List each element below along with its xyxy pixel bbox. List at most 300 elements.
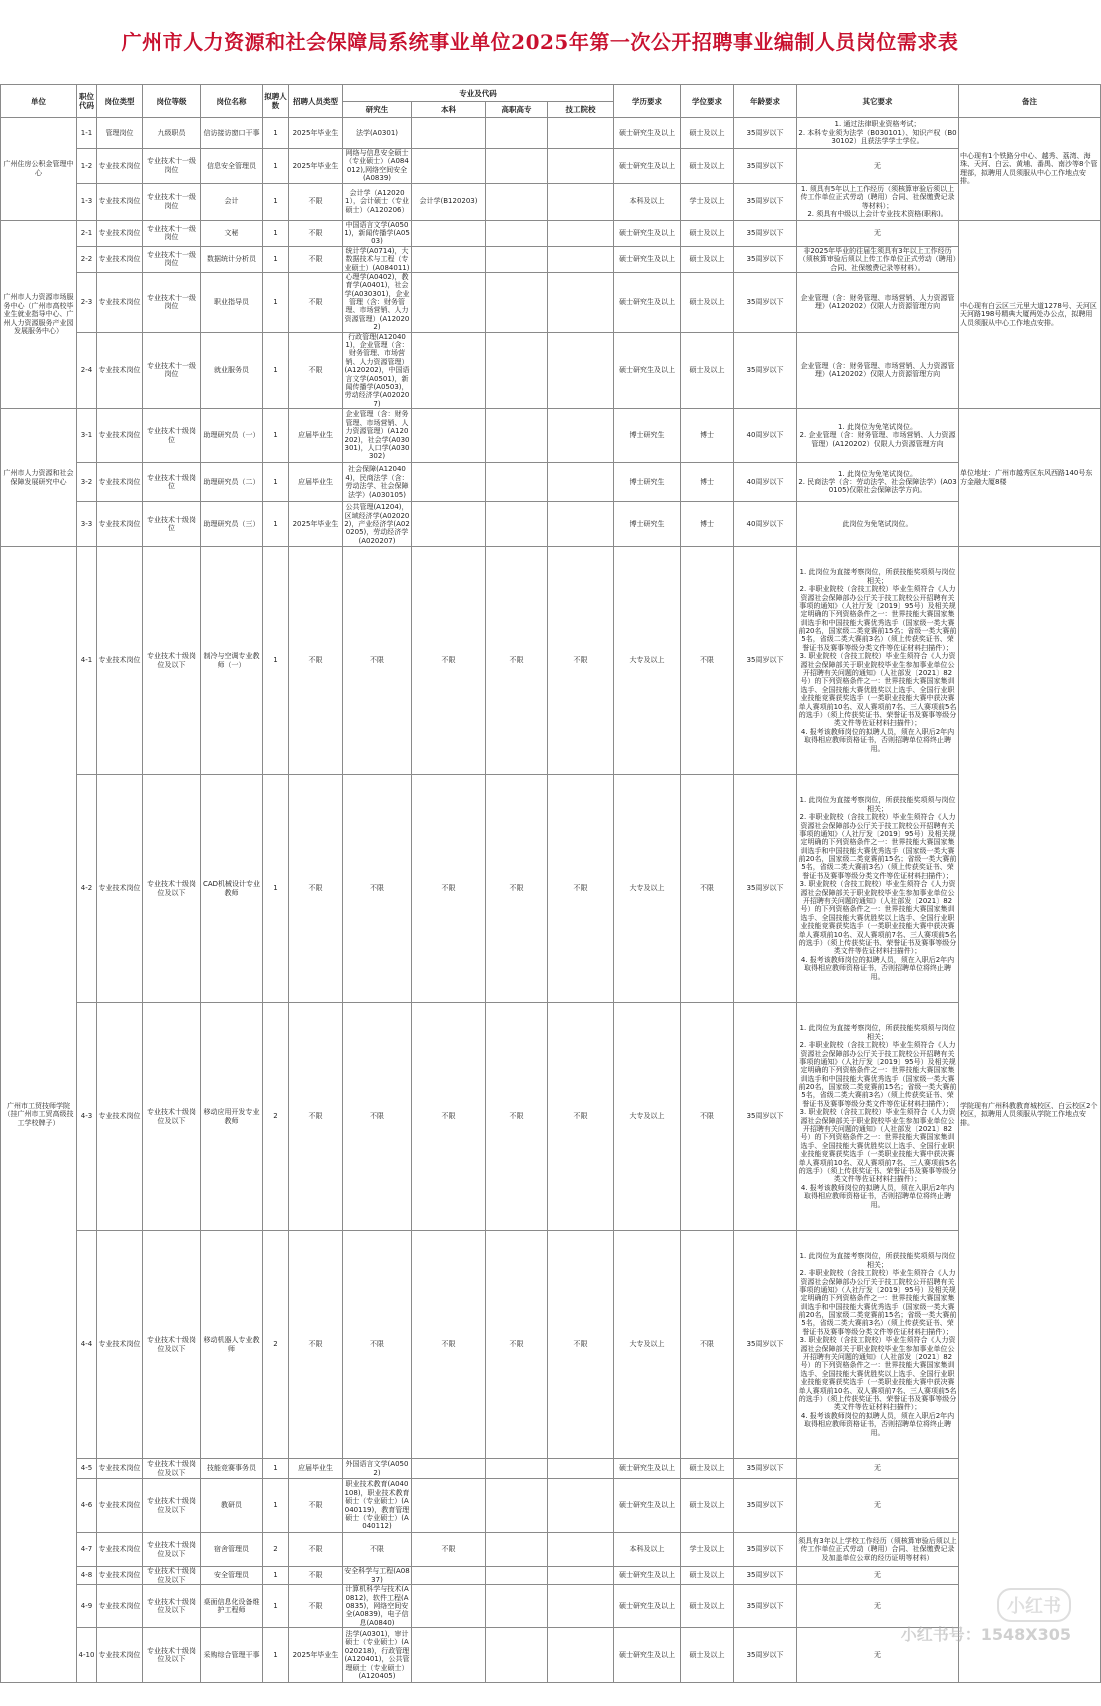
cell-target: 应届毕业生: [289, 409, 343, 463]
cell-code: 2-2: [77, 246, 97, 272]
cell-name: 就业服务员: [201, 332, 263, 409]
cell-name: 助理研究员（三）: [201, 502, 263, 547]
watermark-logo: 小红书: [997, 1588, 1071, 1622]
cell-count: 2: [263, 1003, 289, 1231]
cell-vocational: [486, 220, 548, 246]
cell-unit: 广州市人力资源和社会保障发展研究中心: [1, 409, 77, 547]
cell-grad: 不限: [343, 1003, 412, 1231]
cell-type: 专业技术岗位: [97, 1533, 143, 1567]
cell-edu: 硕士研究生及以上: [614, 149, 681, 184]
cell-type: 专业技术岗位: [97, 1567, 143, 1585]
cell-target: 不限: [289, 332, 343, 409]
cell-name: 教研员: [201, 1479, 263, 1533]
cell-other: 1. 此岗位为直接考察岗位，所获技能奖项须与岗位相关； 2. 非职业院校（含技工院校）毕业生须符合《人力资源社会保障部办公厅关于技工院校公开招聘有关事项的通知》（人社厅发〔2019〕95号）及相关规定明确的下列资格条件之一：世界技能大赛国家集训选手和中国技能大赛优秀选手（国家级一类大赛前20名，国家级二类竞赛前15名；省级一类大赛前5名，省级二类大赛前3名）（须上传获奖证书、荣誉证书及赛事等级分类文件等佐证材料扫描件）； 3. 职业院校（含技工院校）毕业生须符合《人力资源社会保障部关于职业院校毕业生参加事业单位公开招聘有关问题的通知》（人社部发〔2021〕82号）的下列资格条件之一：世界技能大赛国家集训选手、全国技能大赛优胜奖以上选手、全国行业职业技能竞赛获奖选手（一类职业技能大赛中获决赛单人赛项前10名、双人赛项前7名、三人赛项前5名的选手）（须上传获奖证书、荣誉证书及赛事等级分类文件等佐证材料扫描件）； 4. 报考该教师岗位的拟聘人员，须在入职后2年内取得相应教师资格证书，否则招聘单位将终止聘用。: [797, 1231, 959, 1459]
cell-target: 不限: [289, 1585, 343, 1628]
table-row: [1, 1231, 1101, 1459]
cell-edu: 大专及以上: [614, 775, 681, 1003]
cell-other: 1. 此岗位为直接考察岗位，所获技能奖项须与岗位相关； 2. 非职业院校（含技工院校）毕业生须符合《人力资源社会保障部办公厅关于技工院校公开招聘有关事项的通知》（人社厅发〔2019〕95号）及相关规定明确的下列资格条件之一：世界技能大赛国家集训选手和中国技能大赛优秀选手（国家级一类大赛前20名，国家级二类竞赛前15名；省级一类大赛前5名，省级二类大赛前3名）（须上传获奖证书、荣誉证书及赛事等级分类文件等佐证材料扫描件）； 3. 职业院校（含技工院校）毕业生须符合《人力资源社会保障部关于职业院校毕业生参加事业单位公开招聘有关问题的通知》（人社部发〔2021〕82号）的下列资格条件之一：世界技能大赛国家集训选手、全国技能大赛优胜奖以上选手、全国行业职业技能竞赛获奖选手（一类职业技能大赛中获决赛单人赛项前10名、双人赛项前7名、三人赛项前5名的选手）（须上传获奖证书、荣誉证书及赛事等级分类文件等佐证材料扫描件）； 4. 报考该教师岗位的拟聘人员，须在入职后2年内取得相应教师资格证书，否则招聘单位将终止聘用。: [797, 1003, 959, 1231]
cell-name: 桌面信息化设备维护工程师: [201, 1585, 263, 1628]
cell-vocational: 不限: [486, 547, 548, 775]
cell-age: 35周岁以下: [734, 1003, 797, 1231]
cell-edu: 硕士研究生及以上: [614, 1479, 681, 1533]
cell-edu: 大专及以上: [614, 547, 681, 775]
cell-level: 专业技术十级岗位及以下: [143, 1585, 201, 1628]
cell-technical: 不限: [548, 1231, 614, 1459]
cell-target: 2025年毕业生: [289, 1628, 343, 1683]
cell-vocational: [486, 118, 548, 149]
cell-level: 专业技术十一级岗位: [143, 183, 201, 220]
cell-edu: 硕士研究生及以上: [614, 118, 681, 149]
cell-level: 专业技术十级岗位及以下: [143, 1459, 201, 1479]
cell-grad: 职业技术教育(A040108)，职业技术教育硕士（专业硕士）(A040119)，教育管理硕士（专业硕士）(A040112): [343, 1479, 412, 1533]
cell-remark: 单位地址：广州市越秀区东风西路140号东方金融大厦8楼: [959, 409, 1101, 547]
cell-bachelor: [412, 272, 486, 332]
header-unit: 单位: [1, 85, 77, 118]
cell-level: 专业技术十级岗位及以下: [143, 775, 201, 1003]
cell-technical: [548, 183, 614, 220]
cell-grad: 公共管理(A1204)，区域经济学(A020202)，产业经济学(A020205)，劳动经济学(A020207): [344, 503, 410, 545]
table-row: [1, 1567, 1101, 1585]
table-row: [1, 463, 1101, 502]
cell-age: 40周岁以下: [734, 409, 797, 463]
cell-target: 不限: [289, 183, 343, 220]
cell-degree: 不限: [681, 1231, 734, 1459]
cell-edu: 博士研究生: [614, 409, 681, 463]
cell-vocational: [486, 1459, 548, 1479]
cell-level: 专业技术十一级岗位: [143, 220, 201, 246]
table-row: [1, 502, 1101, 547]
cell-age: 35周岁以下: [734, 1533, 797, 1567]
cell-type: 专业技术岗位: [97, 272, 143, 332]
cell-vocational: [486, 502, 548, 547]
cell-bachelor: 不限: [412, 1231, 486, 1459]
table-row: [1, 183, 1101, 220]
cell-target: 2025年毕业生: [289, 502, 343, 547]
cell-grad: 外国语言文学(A0502): [343, 1459, 412, 1479]
cell-technical: [548, 409, 614, 463]
cell-remark: 学院现有广州科教教育城校区、白云校区2个校区，拟聘用人员须服从学院工作地点安排。: [959, 547, 1101, 1683]
cell-grad: 不限: [343, 547, 412, 775]
cell-vocational: [486, 246, 548, 272]
cell-name: 职业指导员: [201, 272, 263, 332]
cell-age: 35周岁以下: [734, 332, 797, 409]
cell-name: 安全管理员: [201, 1567, 263, 1585]
cell-other: 无: [797, 149, 959, 184]
cell-technical: [548, 1585, 614, 1628]
cell-code: 4-7: [77, 1533, 97, 1567]
header-target: 招聘人员类型: [289, 85, 343, 118]
cell-grad: 安全科学与工程(A0837): [344, 1567, 410, 1584]
cell-other: 1. 须具有5年以上工作经历（须核算审验后须以上传工作单位正式劳动（聘用）合同、社保缴费记录等材料）； 2. 须具有中级以上会计专业技术资格(职称)。: [797, 183, 959, 220]
cell-count: 1: [263, 1567, 289, 1585]
cell-edu: 硕士研究生及以上: [614, 1585, 681, 1628]
cell-target: 2025年毕业生: [289, 118, 343, 149]
cell-degree: 学士及以上: [681, 183, 734, 220]
cell-bachelor: [412, 220, 486, 246]
cell-code: 4-10: [77, 1628, 97, 1683]
cell-code: 4-9: [77, 1585, 97, 1628]
cell-technical: [548, 1628, 614, 1683]
cell-age: 35周岁以下: [734, 1628, 797, 1683]
cell-age: 35周岁以下: [734, 1479, 797, 1533]
cell-grad: 不限: [343, 775, 412, 1003]
cell-other: 企业管理（含：财务管理、市场营销、人力资源管理）(A120202）仅限人力资源管理方向: [797, 272, 959, 332]
cell-type: 专业技术岗位: [97, 1003, 143, 1231]
cell-other: 无: [797, 1567, 959, 1585]
table-row: [1, 1628, 1101, 1683]
cell-count: 1: [263, 220, 289, 246]
cell-degree: 硕士及以上: [681, 332, 734, 409]
table-row: [1, 547, 1101, 775]
table-body: [1, 118, 1101, 1683]
cell-count: 1: [263, 463, 289, 502]
cell-edu: 博士研究生: [614, 502, 681, 547]
cell-code: 1-3: [77, 183, 97, 220]
cell-technical: [548, 272, 614, 332]
table-row: [1, 1003, 1101, 1231]
cell-vocational: [486, 1585, 548, 1628]
table-row: [1, 332, 1101, 409]
cell-edu: 硕士研究生及以上: [614, 1567, 681, 1585]
cell-vocational: [486, 409, 548, 463]
cell-bachelor: [412, 149, 486, 184]
cell-name: 助理研究员（二）: [201, 463, 263, 502]
cell-type: 专业技术岗位: [97, 1585, 143, 1628]
cell-age: 35周岁以下: [734, 1585, 797, 1628]
cell-type: 专业技术岗位: [97, 463, 143, 502]
cell-vocational: [486, 1628, 548, 1683]
cell-count: 2: [263, 1231, 289, 1459]
cell-level: 专业技术十级岗位及以下: [143, 1003, 201, 1231]
cell-count: 1: [263, 1628, 289, 1683]
cell-bachelor: 会计学(B120203): [412, 183, 486, 220]
cell-level: 专业技术十一级岗位: [143, 272, 201, 332]
cell-vocational: [486, 1533, 548, 1567]
cell-degree: 硕士及以上: [681, 118, 734, 149]
cell-grad: 法学(A0301): [343, 118, 412, 149]
cell-other: 此岗位为免笔试岗位。: [797, 502, 959, 547]
cell-type: 专业技术岗位: [97, 1479, 143, 1533]
cell-other: 无: [797, 1479, 959, 1533]
header-major: 专业及代码: [343, 85, 614, 102]
cell-vocational: [486, 149, 548, 184]
cell-vocational: [486, 1567, 548, 1585]
cell-name: 移动机器人专业教师: [201, 1231, 263, 1459]
table-row: [1, 1533, 1101, 1567]
cell-name: 移动应用开发专业教师: [201, 1003, 263, 1231]
cell-name: 宿舍管理员: [201, 1533, 263, 1567]
table-row: [1, 272, 1101, 332]
cell-technical: [548, 118, 614, 149]
cell-level: 专业技术十级岗位及以下: [143, 547, 201, 775]
cell-type: 专业技术岗位: [97, 149, 143, 184]
cell-count: 1: [263, 1459, 289, 1479]
cell-degree: 不限: [681, 775, 734, 1003]
cell-bachelor: [412, 332, 486, 409]
cell-bachelor: [412, 246, 486, 272]
cell-edu: 本科及以上: [614, 1533, 681, 1567]
cell-age: 35周岁以下: [734, 149, 797, 184]
cell-bachelor: [412, 1459, 486, 1479]
table-row: [1, 149, 1101, 184]
header-grad: 研究生: [343, 102, 412, 118]
cell-other: 无: [797, 1628, 959, 1683]
cell-degree: 硕士及以上: [681, 1567, 734, 1585]
cell-vocational: 不限: [486, 1003, 548, 1231]
cell-target: 不限: [289, 1533, 343, 1567]
cell-age: 35周岁以下: [734, 1459, 797, 1479]
cell-age: 35周岁以下: [734, 547, 797, 775]
table-row: [1, 775, 1101, 1003]
cell-technical: 不限: [548, 547, 614, 775]
cell-vocational: 不限: [486, 1231, 548, 1459]
cell-count: 1: [263, 246, 289, 272]
cell-type: 专业技术岗位: [97, 775, 143, 1003]
cell-type: 专业技术岗位: [97, 220, 143, 246]
cell-target: 2025年毕业生: [289, 149, 343, 184]
cell-vocational: [486, 332, 548, 409]
cell-code: 3-3: [77, 502, 97, 547]
cell-count: 1: [263, 775, 289, 1003]
cell-target: 不限: [289, 1479, 343, 1533]
cell-target: 不限: [289, 272, 343, 332]
cell-edu: 硕士研究生及以上: [614, 1459, 681, 1479]
cell-bachelor: 不限: [412, 547, 486, 775]
cell-unit: 广州市工贸技师学院（挂广州市工贸高级技工学校牌子）: [1, 547, 77, 1683]
header-age: 年龄要求: [734, 85, 797, 118]
cell-age: 35周岁以下: [734, 183, 797, 220]
cell-technical: 不限: [548, 1003, 614, 1231]
cell-code: 1-2: [77, 149, 97, 184]
cell-vocational: [486, 272, 548, 332]
cell-code: 4-8: [77, 1567, 97, 1585]
cell-other: 1. 此岗位为免笔试岗位。 2. 民商法学（含：劳动法学、社会保障法学）(A030105)仅限社会保障法学方向。: [797, 463, 959, 502]
cell-other: 非2025年毕业的往届生须具有3年以上工作经历（须核算审验后须以上传工作单位正式劳动（聘用）合同、社保缴费记录等材料）。: [797, 246, 959, 272]
cell-name: CAD机械设计专业教师: [201, 775, 263, 1003]
cell-technical: [548, 149, 614, 184]
cell-code: 1-1: [77, 118, 97, 149]
cell-technical: [548, 1533, 614, 1567]
cell-code: 4-6: [77, 1479, 97, 1533]
cell-count: 1: [263, 1479, 289, 1533]
cell-edu: 硕士研究生及以上: [614, 220, 681, 246]
cell-bachelor: [412, 118, 486, 149]
cell-degree: 博士: [681, 463, 734, 502]
cell-vocational: [486, 1479, 548, 1533]
cell-degree: 硕士及以上: [681, 1585, 734, 1628]
cell-degree: 博士: [681, 502, 734, 547]
cell-vocational: 不限: [486, 775, 548, 1003]
cell-type: 专业技术岗位: [97, 332, 143, 409]
cell-count: 1: [263, 332, 289, 409]
cell-level: 专业技术十一级岗位: [143, 149, 201, 184]
cell-type: 专业技术岗位: [97, 547, 143, 775]
cell-count: 1: [263, 409, 289, 463]
cell-level: 专业技术十级岗位: [143, 502, 201, 547]
cell-unit: 广州市人力资源市场服务中心（广州市高校毕业生就业指导中心、广州人力资源服务产业园发展服务中心）: [1, 220, 77, 409]
cell-degree: 学士及以上: [681, 1533, 734, 1567]
cell-count: 2: [263, 1533, 289, 1567]
cell-degree: 硕士及以上: [681, 220, 734, 246]
cell-name: 数据统计分析员: [201, 246, 263, 272]
cell-other: 须具有3年以上学校工作经历（须核算审验后须以上传工作单位正式劳动（聘用）合同、社保缴费记录及加盖单位公章的经历证明等材料）: [797, 1533, 959, 1567]
cell-remark: 中心现有1个铁路分中心、越秀、荔湾、海珠、天河、白云、黄埔、番禺、南沙等8个管理部，拟聘用人员须服从中心工作地点安排。: [959, 118, 1101, 221]
cell-code: 4-4: [77, 1231, 97, 1459]
header-edu: 学历要求: [614, 85, 681, 118]
cell-degree: 硕士及以上: [681, 246, 734, 272]
cell-name: 技能竞赛事务员: [201, 1459, 263, 1479]
cell-other: 无: [797, 1459, 959, 1479]
table-row: [1, 1459, 1101, 1479]
cell-edu: 大专及以上: [614, 1003, 681, 1231]
cell-grad: 行政管理(A120401)，企业管理（含：财务管理、市场营销、人力资源管理）(A120202)，中国语言文学(A0501)，新闻传播学(A0503)，劳动经济学(A020207): [343, 332, 412, 409]
cell-level: 专业技术十级岗位及以下: [143, 1567, 201, 1585]
cell-degree: 硕士及以上: [681, 149, 734, 184]
cell-technical: [548, 463, 614, 502]
cell-count: 1: [263, 183, 289, 220]
cell-code: 3-2: [77, 463, 97, 502]
cell-age: 35周岁以下: [734, 272, 797, 332]
cell-bachelor: [412, 1585, 486, 1628]
watermark-text: 小红书号：1548X305: [900, 1625, 1071, 1644]
cell-type: 专业技术岗位: [97, 246, 143, 272]
cell-target: 不限: [289, 1567, 343, 1585]
cell-code: 4-5: [77, 1459, 97, 1479]
cell-technical: [548, 1567, 614, 1585]
cell-code: 4-3: [77, 1003, 97, 1231]
cell-target: 不限: [289, 1003, 343, 1231]
header-other: 其它要求: [797, 85, 959, 118]
cell-bachelor: [412, 1567, 486, 1585]
table-row: [1, 409, 1101, 463]
cell-other: 1. 此岗位为免笔试岗位。 2. 企业管理（含：财务管理、市场营销、人力资源管理）(A120202）仅限人力资源管理方向: [797, 409, 959, 463]
header-code: 职位代码: [77, 85, 97, 118]
cell-target: 应届毕业生: [289, 463, 343, 502]
cell-edu: 本科及以上: [614, 183, 681, 220]
cell-bachelor: 不限: [412, 1003, 486, 1231]
cell-degree: 硕士及以上: [681, 1459, 734, 1479]
cell-code: 2-3: [77, 272, 97, 332]
cell-edu: 博士研究生: [614, 463, 681, 502]
header-type: 岗位类型: [97, 85, 143, 118]
cell-age: 40周岁以下: [734, 502, 797, 547]
cell-target: 不限: [289, 246, 343, 272]
cell-unit: 广州住房公积金管理中心: [1, 118, 77, 221]
cell-other: 1. 此岗位为直接考察岗位，所获技能奖项须与岗位相关； 2. 非职业院校（含技工院校）毕业生须符合《人力资源社会保障部办公厅关于技工院校公开招聘有关事项的通知》（人社厅发〔2019〕95号）及相关规定明确的下列资格条件之一：世界技能大赛国家集训选手和中国技能大赛优秀选手（国家级一类大赛前20名，国家级二类竞赛前15名；省级一类大赛前5名，省级二类大赛前3名）（须上传获奖证书、荣誉证书及赛事等级分类文件等佐证材料扫描件）； 3. 职业院校（含技工院校）毕业生须符合《人力资源社会保障部关于职业院校毕业生参加事业单位公开招聘有关问题的通知》（人社部发〔2021〕82号）的下列资格条件之一：世界技能大赛国家集训选手、全国技能大赛优胜奖以上选手、全国行业职业技能竞赛获奖选手（一类职业技能大赛中获决赛单人赛项前10名、双人赛项前7名、三人赛项前5名的选手）（须上传获奖证书、荣誉证书及赛事等级分类文件等佐证材料扫描件）； 4. 报考该教师岗位的拟聘人员，须在入职后2年内取得相应教师资格证书，否则招聘单位将终止聘用。: [797, 547, 959, 775]
header-name: 岗位名称: [201, 85, 263, 118]
cell-edu: 硕士研究生及以上: [614, 1628, 681, 1683]
cell-bachelor: [412, 1479, 486, 1533]
cell-name: 信访接访窗口干事: [201, 118, 263, 149]
cell-vocational: [486, 183, 548, 220]
cell-count: 1: [263, 118, 289, 149]
cell-level: 专业技术十一级岗位: [143, 246, 201, 272]
page-title: 广州市人力资源和社会保障局系统事业单位2025年第一次公开招聘事业编制人员岗位需求表: [121, 30, 959, 54]
cell-type: 专业技术岗位: [97, 1231, 143, 1459]
cell-other: 无: [797, 220, 959, 246]
cell-grad: 网络与信息安全硕士（专业硕士）（A084012),网络空间安全(A0839): [343, 149, 412, 184]
header-count: 拟聘人数: [263, 85, 289, 118]
cell-level: 专业技术十级岗位及以下: [143, 1628, 201, 1683]
cell-age: 35周岁以下: [734, 775, 797, 1003]
cell-name: 制冷与空调专业教师（一）: [201, 547, 263, 775]
cell-edu: 大专及以上: [614, 1231, 681, 1459]
cell-age: 35周岁以下: [734, 1231, 797, 1459]
cell-target: 不限: [289, 547, 343, 775]
cell-degree: 硕士及以上: [681, 1628, 734, 1683]
cell-target: 不限: [289, 775, 343, 1003]
table-row: [1, 246, 1101, 272]
cell-age: 35周岁以下: [734, 246, 797, 272]
cell-count: 1: [263, 272, 289, 332]
cell-grad: 企业管理（含：财务管理、市场营销、人力资源管理）(A120202)，社会学(A030301)，人口学(A030302): [343, 409, 412, 463]
cell-bachelor: [412, 409, 486, 463]
cell-code: 4-2: [77, 775, 97, 1003]
cell-level: 专业技术十级岗位及以下: [143, 1231, 201, 1459]
cell-grad: 法学(A0301)，审计硕士（专业硕士）(A020218)，行政管理(A120401)，公共管理硕士（专业硕士）(A120405): [343, 1628, 412, 1683]
cell-level: 专业技术十一级岗位: [143, 332, 201, 409]
cell-target: 不限: [289, 1231, 343, 1459]
cell-edu: 硕士研究生及以上: [614, 246, 681, 272]
cell-degree: 不限: [681, 1003, 734, 1231]
cell-level: 专业技术十级岗位: [143, 409, 201, 463]
header-bachelor: 本科: [412, 102, 486, 118]
cell-grad: 会计学（A120201），会计硕士（专业硕士）（A120206）: [343, 183, 412, 220]
cell-other: 1. 此岗位为直接考察岗位，所获技能奖项须与岗位相关； 2. 非职业院校（含技工院校）毕业生须符合《人力资源社会保障部办公厅关于技工院校公开招聘有关事项的通知》（人社厅发〔2019〕95号）及相关规定明确的下列资格条件之一：世界技能大赛国家集训选手和中国技能大赛优秀选手（国家级一类大赛前20名，国家级二类竞赛前15名；省级一类大赛前5名，省级二类大赛前3名）（须上传获奖证书、荣誉证书及赛事等级分类文件等佐证材料扫描件）； 3. 职业院校（含技工院校）毕业生须符合《人力资源社会保障部关于职业院校毕业生参加事业单位公开招聘有关问题的通知》（人社部发〔2021〕82号）的下列资格条件之一：世界技能大赛国家集训选手、全国技能大赛优胜奖以上选手、全国行业职业技能竞赛获奖选手（一类职业技能大赛中获决赛单人赛项前10名、双人赛项前7名、三人赛项前5名的选手）（须上传获奖证书、荣誉证书及赛事等级分类文件等佐证材料扫描件）； 4. 报考该教师岗位的拟聘人员，须在入职后2年内取得相应教师资格证书，否则招聘单位将终止聘用。: [797, 775, 959, 1003]
cell-type: 专业技术岗位: [97, 409, 143, 463]
header-degree: 学位要求: [681, 85, 734, 118]
cell-count: 1: [263, 149, 289, 184]
header-level: 岗位等级: [143, 85, 201, 118]
header-technical: 技工院校: [548, 102, 614, 118]
cell-age: 35周岁以下: [734, 220, 797, 246]
cell-level: 专业技术十级岗位及以下: [143, 1479, 201, 1533]
cell-target: 应届毕业生: [289, 1459, 343, 1479]
cell-name: 采购综合管理干事: [201, 1628, 263, 1683]
cell-technical: [548, 246, 614, 272]
cell-bachelor: [412, 1628, 486, 1683]
cell-level: 专业技术十级岗位及以下: [143, 1533, 201, 1567]
cell-age: 40周岁以下: [734, 463, 797, 502]
cell-grad: 社会保障(A120404)，民商法学（含：劳动法学、社会保障法学）(A030105): [343, 463, 412, 502]
table-row: [1, 220, 1101, 246]
cell-bachelor: [412, 463, 486, 502]
cell-type: 专业技术岗位: [97, 502, 143, 547]
cell-grad: 不限: [343, 1533, 412, 1567]
cell-edu: 硕士研究生及以上: [614, 272, 681, 332]
cell-vocational: [486, 463, 548, 502]
cell-technical: [548, 1459, 614, 1479]
cell-grad: 不限: [343, 1231, 412, 1459]
header-vocational: 高职高专: [486, 102, 548, 118]
cell-degree: 硕士及以上: [681, 272, 734, 332]
cell-technical: [548, 220, 614, 246]
cell-other: 1. 通过法律职业资格考试； 2. 本科专业须为法学（B030101）、知识产权（B030102）且获法学学士学位。: [797, 118, 959, 149]
cell-count: 1: [263, 547, 289, 775]
cell-age: 35周岁以下: [734, 118, 797, 149]
table-row: [1, 1585, 1101, 1628]
table-row: [1, 118, 1101, 149]
cell-code: 3-1: [77, 409, 97, 463]
cell-level: 专业技术十级岗位: [143, 463, 201, 502]
cell-other: 企业管理（含：财务管理、市场营销、人力资源管理）(A120202）仅限人力资源管理方向: [797, 332, 959, 409]
cell-type: 专业技术岗位: [97, 1628, 143, 1683]
job-requirements-table: [0, 84, 1101, 1683]
cell-count: 1: [263, 502, 289, 547]
cell-target: 不限: [289, 220, 343, 246]
cell-type: 管理岗位: [97, 118, 143, 149]
cell-age: 35周岁以下: [734, 1567, 797, 1585]
